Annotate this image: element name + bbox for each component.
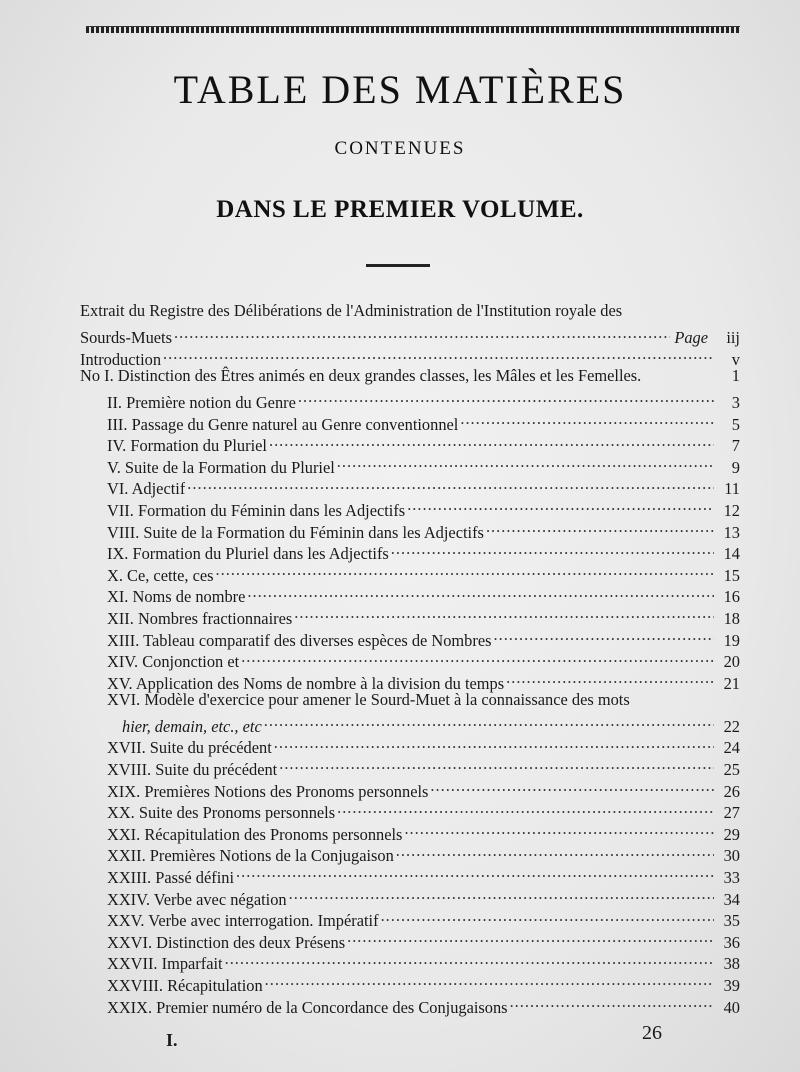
toc-entry-title: XXVIII. Récapitulation (107, 976, 263, 995)
toc-page-number: 7 (731, 436, 740, 456)
toc-entry (80, 602, 740, 628)
toc-entry-title: No I. Distinction des Êtres animés en deux grandes classes, les Mâles et les Femelles. (80, 365, 642, 385)
page-number: 26 (642, 1022, 662, 1044)
toc-entry (80, 667, 740, 693)
dot-leader (223, 948, 714, 970)
toc-entry-title: Extrait du Registre des Délibérations de l'Administration de l'Institution royale des (80, 301, 623, 320)
toc-page-number: 16 (723, 587, 740, 607)
toc-page-number: iij (726, 328, 740, 348)
toc-entry (80, 538, 740, 564)
dot-leader (263, 969, 714, 991)
dot-leader (272, 732, 714, 754)
toc-entry-title: IV. Formation du Pluriel (107, 436, 267, 456)
toc-entry-title: XX. Suite des Pronoms personnels (107, 803, 336, 823)
toc-page-number: 14 (723, 544, 740, 564)
toc-entry (80, 365, 740, 387)
toc-entry (80, 646, 740, 672)
top-decorative-rule (86, 26, 740, 33)
toc-entry-title: V. Suite de la Formation du Pluriel (107, 457, 335, 477)
toc-page-number: 20 (723, 652, 740, 672)
dot-leader (335, 797, 714, 819)
dot-leader (492, 624, 715, 646)
toc-entry (80, 861, 740, 888)
toc-entry (80, 473, 740, 499)
toc-entry (80, 581, 740, 607)
toc-entry (80, 710, 740, 736)
dot-leader (428, 775, 714, 797)
dot-leader (239, 646, 714, 668)
dot-leader (405, 494, 714, 516)
toc-entry (80, 883, 740, 909)
toc-entry-title: XXIII. Passé défini (107, 868, 234, 888)
toc-page-number: 18 (723, 608, 740, 628)
toc-page-number: 19 (723, 630, 740, 650)
toc-page-number: 12 (723, 500, 740, 520)
signature-mark: I. (166, 1030, 178, 1050)
toc-entry-title: XXII. Premières Notions de la Conjugaison (107, 846, 394, 866)
toc-entry (80, 516, 740, 542)
dot-leader (267, 430, 714, 452)
toc-entry-title: XVI. Modèle d'exercice pour amener le Sourd-Muet à la connaissance des mots (107, 689, 630, 709)
toc-page-number: 34 (723, 889, 740, 909)
toc-entry (80, 300, 740, 322)
toc-entry-title: XI. Noms de nombre (107, 587, 246, 607)
toc-entry (80, 322, 740, 348)
toc-entry-title: XII. Nombres fractionnaires (107, 608, 293, 628)
toc-page-number: 9 (731, 457, 740, 477)
dot-leader (458, 408, 714, 430)
dot-leader (296, 386, 714, 408)
toc-entry (80, 797, 740, 823)
toc-entry-title: XVII. Suite du précédent (107, 738, 272, 758)
toc-page-number: 30 (723, 846, 740, 866)
toc-entry-title: X. Ce, cette, ces (107, 565, 214, 585)
toc-entry (80, 969, 740, 995)
toc-entry (80, 818, 740, 844)
toc-page-number: 24 (723, 738, 740, 758)
dot-leader (214, 559, 715, 581)
dot-leader (379, 905, 714, 927)
toc-entry (80, 905, 740, 931)
toc-entry (80, 840, 740, 866)
toc-page-number: 22 (723, 716, 740, 736)
dot-leader (262, 710, 714, 732)
dot-leader (345, 926, 714, 948)
toc-page-number: 21 (723, 673, 740, 693)
dot-leader (394, 840, 714, 862)
toc-page-number: 25 (723, 760, 740, 780)
heading-rule (366, 264, 430, 267)
dot-leader (402, 818, 714, 840)
dot-leader (335, 451, 714, 473)
toc-entry (80, 948, 740, 974)
toc-entry (80, 559, 740, 585)
page-label: Page (674, 328, 708, 348)
dot-leader (389, 538, 714, 560)
toc-page-number: 15 (723, 565, 740, 585)
toc-entry-title: Introduction (80, 349, 162, 369)
dot-leader (484, 516, 714, 538)
dot-leader (245, 581, 714, 603)
dot-leader (508, 991, 714, 1013)
dot-leader (161, 343, 714, 365)
toc-page-number: 29 (723, 824, 740, 844)
toc-page-number: 38 (723, 954, 740, 974)
page-title: TABLE DES MATIÈRES (173, 67, 627, 112)
toc-entry-title: XVIII. Suite du précédent (107, 760, 278, 780)
toc-entry (80, 732, 740, 758)
toc-entry-title: IX. Formation du Pluriel dans les Adjectifs (107, 544, 389, 564)
toc-entry (80, 386, 740, 412)
toc-entry (80, 775, 740, 801)
toc-entry (80, 753, 740, 780)
toc-entry (80, 926, 740, 952)
toc-entry-title: XIX. Premières Notions des Pronoms personnels (107, 781, 429, 801)
dot-leader (504, 667, 714, 689)
toc-entry (80, 624, 740, 650)
toc-entry-title: XXIX. Premier numéro de la Concordance des Conjugaisons (107, 997, 508, 1017)
volume-heading: DANS LE PREMIER VOLUME. (216, 196, 584, 223)
toc-page-number: 1 (731, 365, 740, 385)
toc-entry-title: VI. Adjectif (107, 479, 186, 499)
toc-entry-title: III. Passage du Genre naturel au Genre conventionnel (107, 414, 459, 434)
toc-entry-title: XXVII. Imparfait (107, 954, 223, 974)
toc-entry (80, 408, 740, 434)
toc-entry-title: XXIV. Verbe avec négation (107, 889, 287, 909)
dot-leader (292, 602, 714, 624)
toc-page-number: 33 (723, 868, 740, 888)
toc-page-number: 35 (723, 911, 740, 931)
dot-leader (277, 753, 714, 775)
toc-page-number: 36 (723, 932, 740, 952)
toc-entry-title: XV. Application des Noms de nombre à la division du temps (107, 673, 505, 693)
toc-page-number: 13 (723, 522, 740, 542)
toc-entry (80, 451, 740, 477)
dot-leader (234, 861, 714, 883)
toc-entry-title: hier, demain, etc., etc (122, 716, 262, 736)
table-of-contents (80, 300, 740, 1017)
toc-page-number: 27 (723, 803, 740, 823)
toc-entry (80, 494, 740, 520)
toc-entry (80, 689, 740, 711)
dot-leader (287, 883, 714, 905)
toc-entry-title: XIV. Conjonction et (107, 652, 240, 672)
toc-page-number: 11 (724, 479, 740, 499)
toc-page-number: 40 (723, 997, 740, 1017)
page-subtitle: CONTENUES (334, 138, 466, 159)
toc-entry-title: XXI. Récapitulation des Pronoms personnels (107, 824, 403, 844)
toc-entry-title: II. Première notion du Genre (107, 392, 296, 412)
toc-page-number: 39 (723, 976, 740, 995)
toc-entry (80, 991, 740, 1017)
dot-leader (172, 322, 670, 344)
toc-page-number: v (731, 349, 740, 369)
toc-entry (80, 343, 740, 369)
toc-entry-title: VIII. Suite de la Formation du Féminin dans les Adjectifs (107, 522, 484, 542)
toc-entry-title: Sourds-Muets (80, 328, 172, 348)
toc-entry-title: XXV. Verbe avec interrogation. Impératif (107, 911, 379, 931)
toc-entry (80, 430, 740, 456)
toc-entry-title: XXVI. Distinction des deux Présens (107, 932, 346, 952)
dot-leader (185, 473, 714, 495)
toc-entry-title: XIII. Tableau comparatif des diverses espèces de Nombres (107, 630, 492, 650)
toc-page-number: 26 (723, 781, 740, 801)
toc-page-number: 3 (731, 392, 740, 412)
toc-entry-title: VII. Formation du Féminin dans les Adjectifs (107, 500, 406, 520)
toc-page-number: 5 (731, 414, 740, 434)
